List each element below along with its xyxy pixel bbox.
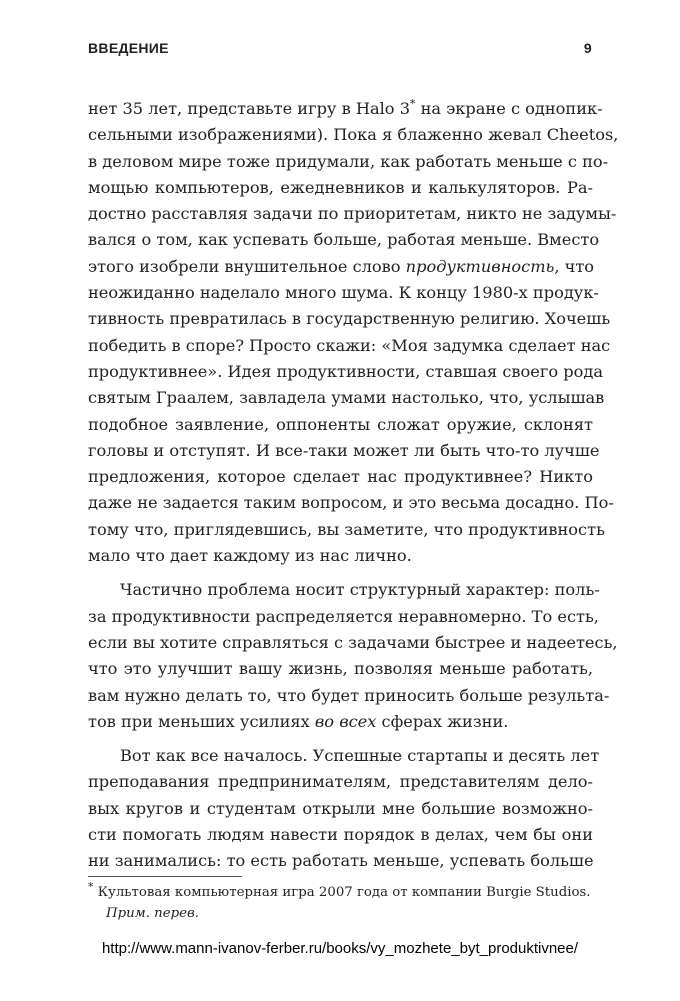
text-line: победить в споре? Просто скажи: «Моя задумка сделает нас [88,335,611,355]
text-line: ни занимались: то есть работать меньше, успевать больше [88,851,594,871]
text-line: Частично проблема носит структурный характер: поль- [120,580,600,600]
text-line: достно расставляя задачи по приоритетам, никто не задумы- [88,204,617,224]
text-line: тивность превратилась в государственную религию. Хочешь [88,309,611,329]
footnote-divider [88,876,242,877]
footnote-reference: * [410,97,416,111]
text-line: даже не задается таким вопросом, и это весьма досадно. По- [88,493,614,513]
text-line: подобное заявление, оппоненты сложат оружие, склонят [88,414,593,434]
text-line: неожиданно наделало много шума. К концу 1980-х продук- [88,283,599,303]
page-number: 9 [583,40,592,56]
text-line: Вот как все началось. Успешные стартапы и десять лет [120,746,600,766]
text-line: нет 35 лет, представьте игру в Halo 3* на экране с однопик- [88,97,603,118]
text-line: вам нужно делать то, что будет приносить больше результа- [88,685,610,705]
text-line: если вы хотите справляться с задачами быстрее и надеетесь, [88,632,618,652]
text-line: головы и отступят. И все-таки может ли быть что-то лучше [88,440,600,460]
text-line: святым Граалем, завладела умами настолько, что, услышав [88,388,605,408]
emphasis: во всех [314,711,377,731]
footnote-mark: * [88,880,94,894]
source-url: http://www.mann-ivanov-ferber.ru/books/vy_mozhete_byt_produktivnee/ [101,940,579,957]
footnote [88,882,593,924]
text-line: вых кругов и студентам открыли мне большие возможно- [88,798,593,818]
text-line: этого изобрели внушительное слово продуктивность, что [88,256,595,276]
text-line: за продуктивности распределяется неравномерно. То есть, [88,606,599,626]
running-head [88,40,592,64]
emphasis: продуктивность [405,256,555,276]
text-line: тов при меньших усилиях во всех сферах жизни. [88,711,509,731]
body-text [88,96,619,875]
section-title: ВВЕДЕНИЕ [88,40,169,56]
footnote-line: * Культовая компьютерная игра 2007 года от компании Burgie Studios. [88,880,591,900]
text-line: преподавания предпринимателям, представителям дело- [88,772,593,792]
text-line: сти помогать людям навести порядок в делах, чем бы они [88,825,593,845]
text-line: сельными изображениями). Пока я блаженно жевал Cheetos, [88,125,619,145]
text-line: мало что дает каждому из нас лично. [88,546,412,566]
translator-note: Прим. перев. [106,906,199,921]
text-line: мощью компьютеров, ежедневников и калькуляторов. Ра- [88,177,593,197]
text-line: продуктивнее». Идея продуктивности, ставшая своего рода [88,361,603,381]
footnote-line [88,903,593,924]
text-line: что это улучшит вашу жизнь, позволяя меньше работать, [88,659,593,679]
text-line: тому что, приглядевшись, вы заметите, что продуктивность [88,519,605,539]
text-line: вался о том, как успевать больше, работая меньше. Вместо [88,230,600,250]
text-line: в деловом мире тоже придумали, как работать меньше с по- [88,151,609,171]
text-line: предложения, которое сделает нас продуктивнее? Никто [88,467,593,487]
